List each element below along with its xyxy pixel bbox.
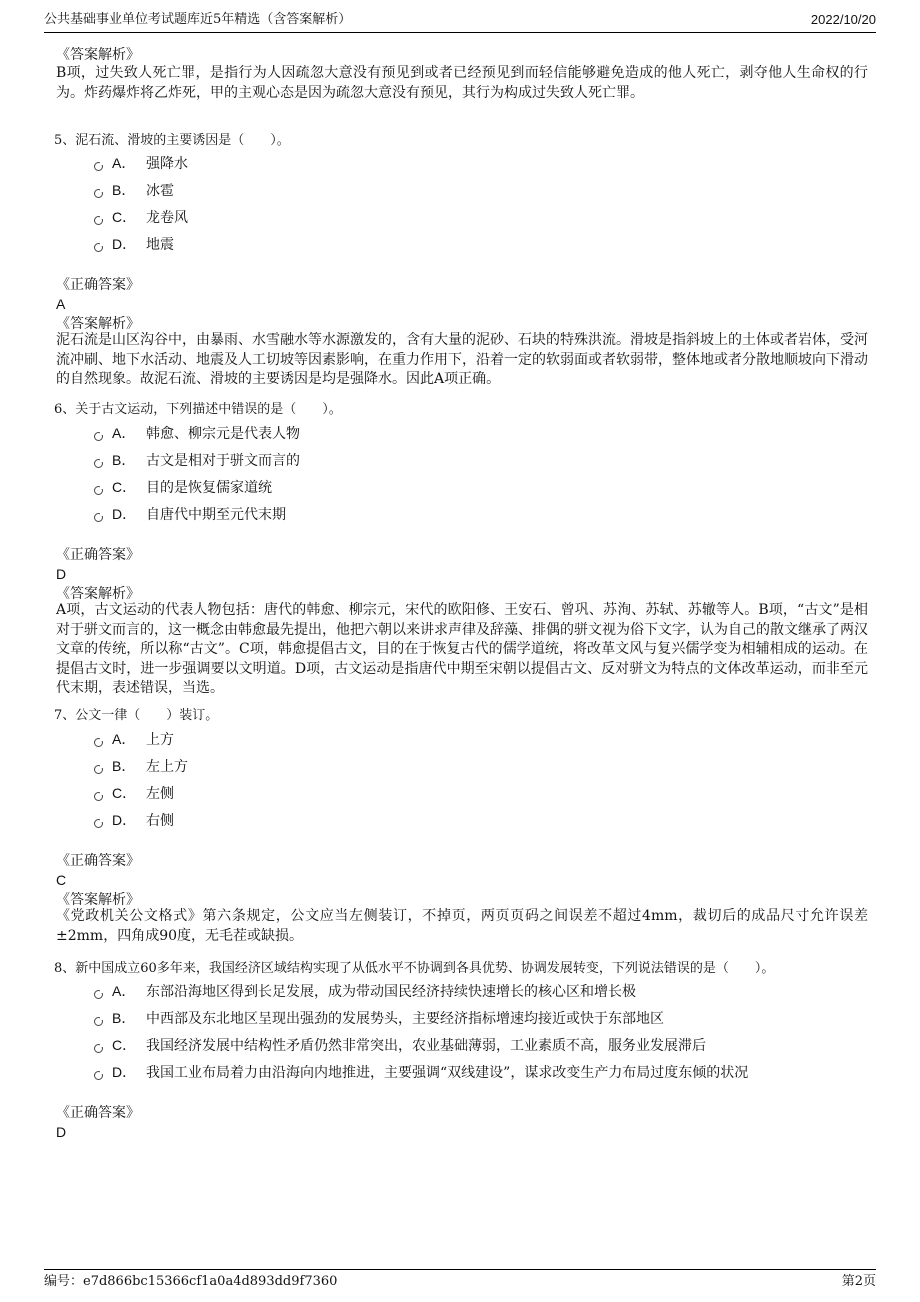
q6-option-b[interactable]: B． 古文是相对于骈文而言的 <box>94 451 300 471</box>
radio-icon[interactable] <box>94 738 103 747</box>
radio-icon[interactable] <box>94 1044 103 1053</box>
q6-answer: D <box>56 566 67 582</box>
radio-icon[interactable] <box>94 486 103 495</box>
q7-option-d[interactable]: D． 右侧 <box>94 811 174 831</box>
question-7: 7、公文一律（ ）装订。 <box>54 708 219 723</box>
q8-answer: D <box>56 1124 67 1140</box>
page-footer <box>44 1269 876 1292</box>
q5-option-c[interactable]: C． 龙卷风 <box>94 208 188 228</box>
analysis-label: 《答案解析》 <box>56 892 140 908</box>
document-serial: 编号：e7d866bc15366cf1a0a4d893dd9f7360 <box>44 1274 338 1289</box>
correct-answer-label: 《正确答案》 <box>56 1105 140 1121</box>
question-8: 8、新中国成立60多年来，我国经济区域结构实现了从低水平不协调到各具优势、协调发展转变，下列说法错误的是（ ）。 <box>54 961 775 976</box>
radio-icon[interactable] <box>94 189 103 198</box>
q4-analysis: B项，过失致人死亡罪，是指行为人因疏忽大意没有预见到或者已经预见到而轻信能够避免造成的他人死亡，剥夺他人生命权的行为。炸药爆炸将乙炸死，甲的主观心态是因为疏忽大意没有预见，其行为构成过失致人死亡罪。 <box>56 65 868 101</box>
question-6: 6、关于古文运动，下列描述中错误的是（ ）。 <box>54 402 342 417</box>
q7-option-a[interactable]: A． 上方 <box>94 730 174 750</box>
radio-icon[interactable] <box>94 432 103 441</box>
q8-option-b[interactable]: B． 中西部及东北地区呈现出强劲的发展势头，主要经济指标增速均接近或快于东部地区 <box>94 1009 664 1029</box>
analysis-label: 《答案解析》 <box>56 47 140 63</box>
q8-option-d[interactable]: D． 我国工业布局着力由沿海向内地推进，主要强调“双线建设”，谋求改变生产力布局过度东倾的状况 <box>94 1063 748 1083</box>
correct-answer-label: 《正确答案》 <box>56 547 140 563</box>
q8-option-c[interactable]: C． 我国经济发展中结构性矛盾仍然非常突出，农业基础薄弱，工业素质不高，服务业发展滞后 <box>94 1036 706 1056</box>
question-5: 5、泥石流、滑坡的主要诱因是（ ）。 <box>54 133 290 148</box>
page-number: 第2页 <box>841 1274 876 1289</box>
analysis-label: 《答案解析》 <box>56 586 140 602</box>
correct-answer-label: 《正确答案》 <box>56 853 140 869</box>
radio-icon[interactable] <box>94 765 103 774</box>
q8-option-a[interactable]: A． 东部沿海地区得到长足发展，成为带动国民经济持续快速增长的核心区和增长极 <box>94 982 636 1002</box>
document-title: 公共基础事业单位考试题库近5年精选（含答案解析） <box>44 12 352 27</box>
q5-analysis: 泥石流是山区沟谷中，由暴雨、水雪融水等水源激发的，含有大量的泥砂、石块的特殊洪流。滑坡是指斜坡上的土体或者岩体，受河流冲刷、地下水活动、地震及人工切坡等因素影响，在重力作用下，沿着一定的软弱面或者软弱带，整体地或者分散地顺坡向下滑动的自然现象。故泥石流、滑坡的主要诱因是均是强降水。因此A项正确。 <box>56 332 868 387</box>
q5-option-d[interactable]: D． 地震 <box>94 235 174 255</box>
q7-analysis: 《党政机关公文格式》第六条规定，公文应当左侧装订，不掉页，两页页码之间误差不超过4mm，裁切后的成品尺寸允许误差±2mm，四角成90度，无毛茬或缺损。 <box>56 908 868 944</box>
q6-analysis: A项，古文运动的代表人物包括：唐代的韩愈、柳宗元，宋代的欧阳修、王安石、曾巩、苏洵、苏轼、苏辙等人。B项，“古文”是相对于骈文而言的，这一概念由韩愈最先提出，他把六朝以来讲求声律及辞藻、排偶的骈文视为俗下文字，认为自己的散文继承了两汉文章的传统，所以称“古文”。C项，韩愈提倡古文，目的在于恢复古代的儒学道统，将改革文风与复兴儒学变为相辅相成的运动。在提倡古文时，进一步强调要以文明道。D项，古文运动是指唐代中期至宋朝以提倡古文、反对骈文为特点的文体改革运动，而非至元代末期，表述错误，当选。 <box>56 602 868 696</box>
page-header <box>44 10 876 33</box>
q6-option-c[interactable]: C． 目的是恢复儒家道统 <box>94 478 272 498</box>
q6-option-d[interactable]: D． 自唐代中期至元代末期 <box>94 505 286 525</box>
document-date: 2022/10/20 <box>810 12 876 27</box>
q5-option-b[interactable]: B． 冰雹 <box>94 181 174 201</box>
radio-icon[interactable] <box>94 990 103 999</box>
radio-icon[interactable] <box>94 819 103 828</box>
q5-answer: A <box>56 296 66 312</box>
analysis-label: 《答案解析》 <box>56 316 140 332</box>
radio-icon[interactable] <box>94 216 103 225</box>
q6-option-a[interactable]: A． 韩愈、柳宗元是代表人物 <box>94 424 300 444</box>
radio-icon[interactable] <box>94 243 103 252</box>
correct-answer-label: 《正确答案》 <box>56 277 140 293</box>
radio-icon[interactable] <box>94 459 103 468</box>
q7-option-c[interactable]: C． 左侧 <box>94 784 174 804</box>
radio-icon[interactable] <box>94 1071 103 1080</box>
radio-icon[interactable] <box>94 513 103 522</box>
radio-icon[interactable] <box>94 792 103 801</box>
radio-icon[interactable] <box>94 162 103 171</box>
q7-option-b[interactable]: B． 左上方 <box>94 757 188 777</box>
radio-icon[interactable] <box>94 1017 103 1026</box>
q5-option-a[interactable]: A． 强降水 <box>94 154 188 174</box>
q7-answer: C <box>56 872 67 888</box>
